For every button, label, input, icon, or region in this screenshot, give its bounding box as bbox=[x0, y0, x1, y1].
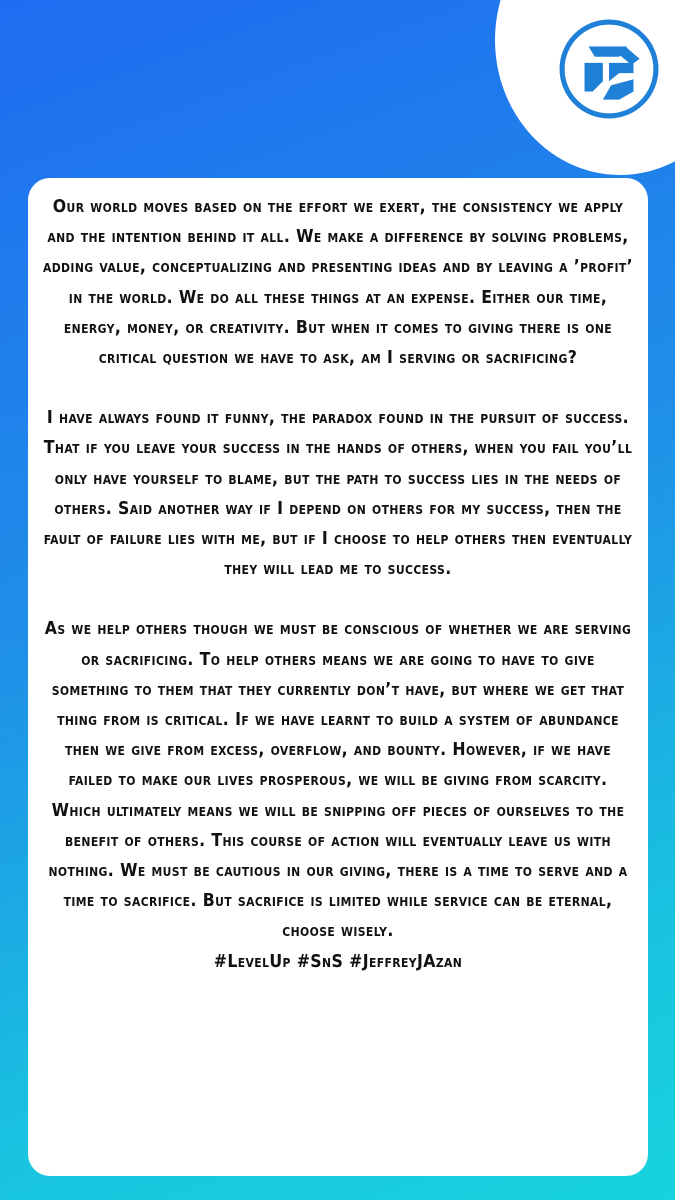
paragraph-gap bbox=[42, 584, 634, 614]
paragraph-3: As we help others though we must be conscious of whether we are serving or sacrificing. To help others means we are going to have to give something to them that they currently don’t have, but where we get that thing from is critical. If we have learnt to build a system of abundance then we give from excess, overflow, and bounty. However, if we have failed to make our lives prosperous, we will be giving from scarcity. Which ultimately means we will be snipping off pieces of ourselves to the benefit of others. This course of action will eventually leave us with nothing. We must be cautious in our giving, there is a time to serve and a time to sacrifice. But sacrifice is limited while service can be eternal, choose wisely. bbox=[44, 619, 632, 942]
sns-logo-icon bbox=[558, 18, 660, 120]
paragraph-1: Our world moves based on the effort we exert, the consistency we apply and the intention behind it all. We make a difference by solving problems, adding value, conceptualizing and presenting ideas and by leaving a ’profit’ in the world. We do all these things at an expense. Either our time, energy, money, or creativity. But when it comes to giving there is one critical question we have to ask, am I serving or sacrificing? bbox=[42, 197, 634, 369]
paragraph-2: I have always found it funny, the paradox found in the pursuit of success. That if you leave your success in the hands of others, when you fail you’ll only have yourself to blame, but the path to success lies in the needs of others. Said another way if I depend on others for my success, then the fault of failure lies with me, but if I choose to help others then eventually they will lead me to success. bbox=[43, 408, 633, 580]
hashtags[interactable]: #LevelUp #SnS #JeffreyJAzan bbox=[213, 951, 463, 972]
post-card bbox=[28, 178, 648, 1176]
paragraph-gap bbox=[42, 373, 634, 403]
